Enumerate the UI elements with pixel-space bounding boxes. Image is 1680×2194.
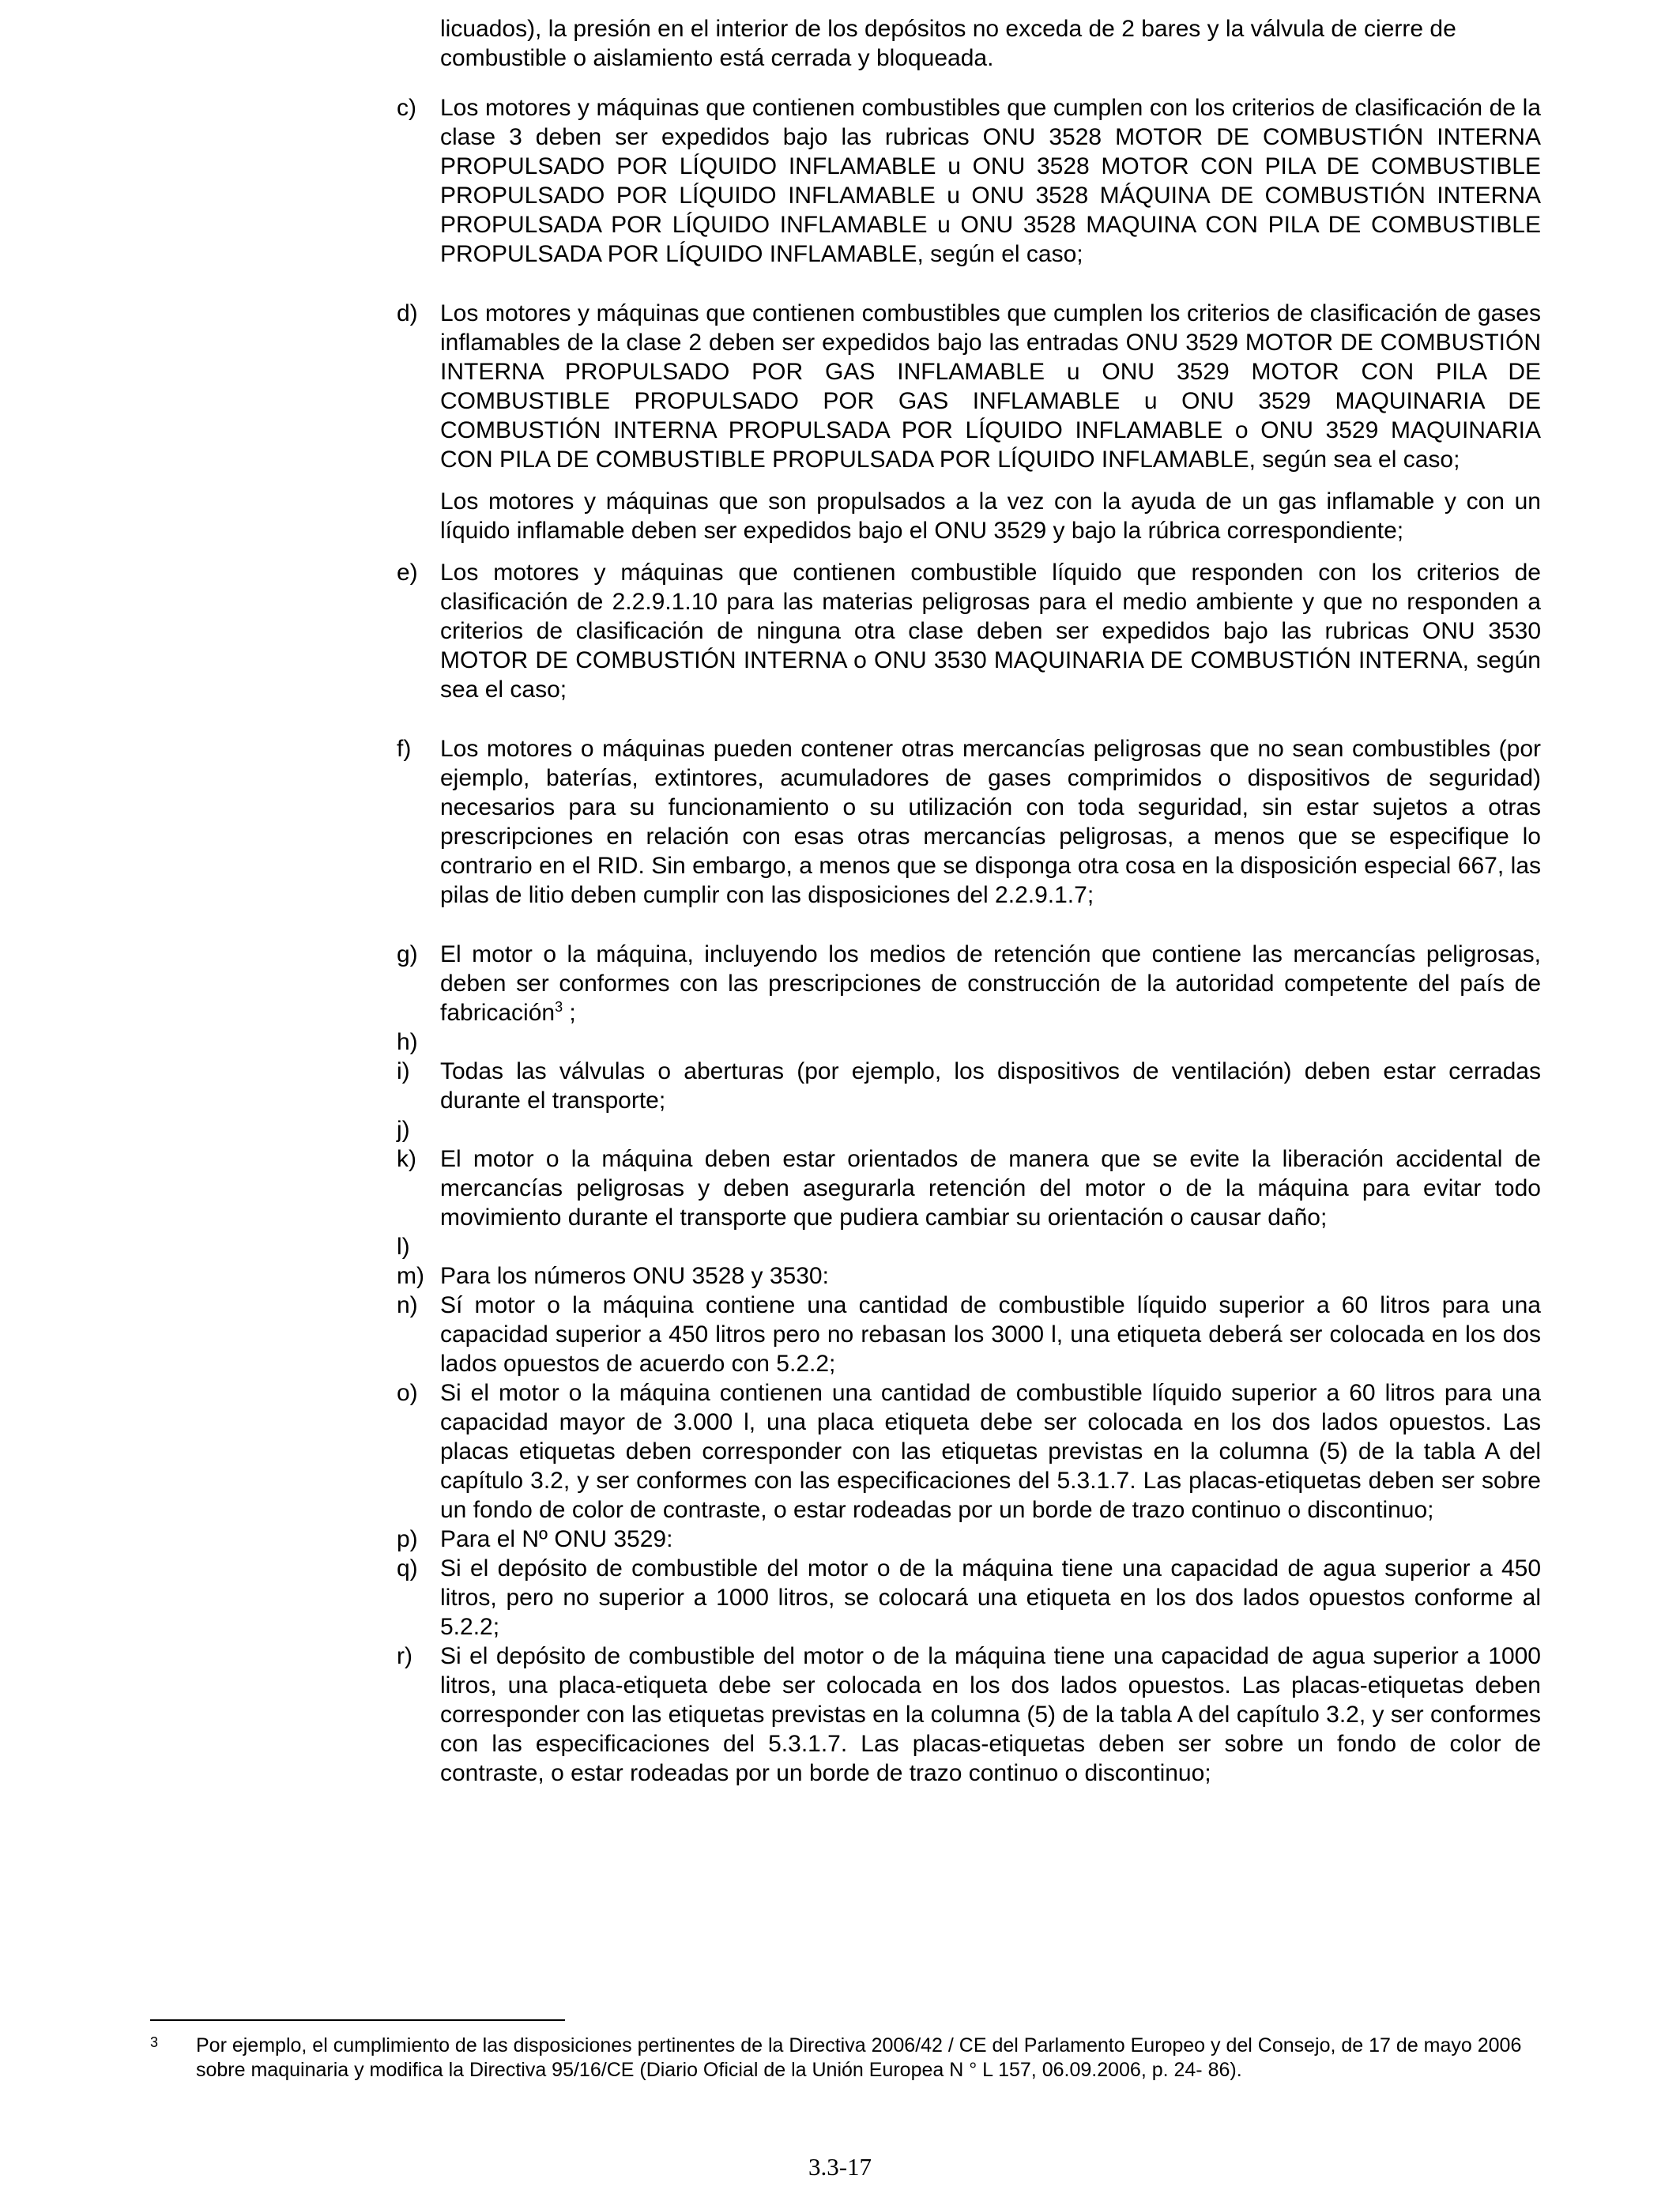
item-label: h) <box>397 1029 418 1055</box>
item-label: l) <box>397 1234 410 1260</box>
item-label: e) <box>397 560 418 586</box>
footnote-mark: 3 <box>150 2034 159 2050</box>
item-label: j) <box>397 1117 410 1143</box>
item-text-tail: ; <box>563 1000 576 1026</box>
list-item-n <box>397 1291 1541 1378</box>
item-text: Si el depósito de combustible del motor o de la máquina tiene una capacidad de agua superior a 1000 litros, una placa-etiqueta debe ser colocada en los dos lados opuestos. Las placas-etiquetas deben corresponder con las etiquetas previstas en la columna (5) de la tabla A del capítulo 3.2, y ser conformes con las especificaciones del 5.3.1.7. Las placas-etiquetas deben ser sobre un fondo de color de contraste, o estar rodeadas por un borde de trazo continuo o discontinuo; <box>440 1643 1541 1786</box>
item-text: Los motores y máquinas que contienen combustibles que cumplen con los criterios de clasificación de la clase 3 deben ser expedidos bajo las rubricas ONU 3528 MOTOR DE COMBUSTIÓN INTERNA PROPULSADO POR LÍQUIDO INFLAMABLE u ONU 3528 MOTOR CON PILA DE COMBUSTIBLE PROPULSADO POR LÍQUIDO INFLAMABLE u ONU 3528 MÁQUINA DE COMBUSTIÓN INTERNA PROPULSADA POR LÍQUIDO INFLAMABLE u ONU 3528 MAQUINA CON PILA DE COMBUSTIBLE PROPULSADA POR LÍQUIDO INFLAMABLE, según el caso; <box>440 95 1541 267</box>
item-text: Los motores y máquinas que contienen combustibles que cumplen los criterios de clasificación de gases inflamables de la clase 2 deben ser expedidos bajo las entradas ONU 3529 MOTOR DE COMBUSTIÓN INTERNA PROPULSADO POR GAS INFLAMABLE u ONU 3529 MOTOR CON PILA DE COMBUSTIBLE PROPULSADO POR GAS INFLAMABLE u ONU 3529 MAQUINARIA DE COMBUSTIÓN INTERNA PROPULSADA POR LÍQUIDO INFLAMABLE o ONU 3529 MAQUINARIA CON PILA DE COMBUSTIBLE PROPULSADA POR LÍQUIDO INFLAMABLE, según sea el caso; <box>440 300 1541 473</box>
list-item-p <box>397 1525 1541 1554</box>
item-label: q) <box>397 1555 418 1581</box>
page-number: 3.3-17 <box>808 2153 872 2181</box>
list-item-d <box>397 299 1541 474</box>
list-item-m <box>397 1261 1541 1291</box>
item-label: d) <box>397 300 418 326</box>
item-text: Los motores y máquinas que contienen combustible líquido que responden con los criterios de clasificación de 2.2.9.1.10 para las materias peligrosas para el medio ambiente y que no responden a criterios de clasificación de ninguna otra clase deben ser expedidos bajo las rubricas ONU 3530 MOTOR DE COMBUSTIÓN INTERNA o ONU 3530 MAQUINARIA DE COMBUSTIÓN INTERNA, según sea el caso; <box>440 560 1541 703</box>
item-label: c) <box>397 95 416 121</box>
list-item-e <box>397 558 1541 704</box>
item-text: Sí motor o la máquina contiene una cantidad de combustible líquido superior a 60 litros para una capacidad superior a 450 litros pero no rebasan los 3000 l, una etiqueta deberá ser colocada en los dos lados opuestos de acuerdo con 5.2.2; <box>440 1292 1541 1377</box>
item-text: Para el Nº ONU 3529: <box>440 1526 673 1552</box>
item-text-body: El motor o la máquina, incluyendo los medios de retención que contiene las mercancías peligrosas, deben ser conformes con las prescripciones de construcción de la autoridad competente del país de fabricación <box>440 941 1541 1026</box>
item-label: i) <box>397 1058 410 1084</box>
list-item-h <box>397 1027 1541 1057</box>
item-label: o) <box>397 1380 418 1406</box>
item-text: Todas las válvulas o aberturas (por ejemplo, los dispositivos de ventilación) deben estar cerradas durante el transporte; <box>440 1058 1541 1114</box>
list-item-l <box>397 1232 1541 1261</box>
item-label: g) <box>397 941 418 967</box>
item-label: n) <box>397 1292 418 1318</box>
item-text: Si el depósito de combustible del motor o de la máquina tiene una capacidad de agua superior a 450 litros, pero no superior a 1000 litros, se colocará una etiqueta en los dos lados opuestos conforme al 5.2.2; <box>440 1555 1541 1640</box>
list-item-j <box>397 1115 1541 1144</box>
footnote-text: Por ejemplo, el cumplimiento de las disposiciones pertinentes de la Directiva 2006/42 / CE del Parlamento Europeo y del Consejo, de 17 de mayo 2006 sobre maquinaria y modifica la Directiva 95/16/CE (Diario Oficial de la Unión Europea N ° L 157, 06.09.2006, p. 24- 86). <box>196 2034 1522 2081</box>
list-item-f <box>397 734 1541 910</box>
item-text: Los motores o máquinas pueden contener otras mercancías peligrosas que no sean combustibles (por ejemplo, baterías, extintores, acumuladores de gases comprimidos o dispositivos de seguridad) necesarios para su funcionamiento o su utilización con toda seguridad, sin estar sujetos a otras prescripciones en relación con esas otras mercancías peligrosas, a menos que se especifique lo contrario en el RID. Sin embargo, a menos que se disponga otra cosa en la disposición especial 667, las pilas de litio deben cumplir con las disposiciones del 2.2.9.1.7; <box>440 736 1541 908</box>
list-item-q <box>397 1554 1541 1642</box>
footnote <box>150 2034 1541 2083</box>
item-label: f) <box>397 736 412 762</box>
list-item-g <box>397 940 1541 1027</box>
item-label: k) <box>397 1146 416 1172</box>
continuation-paragraph: licuados), la presión en el interior de los depósitos no exceda de 2 bares y la válvula de cierre de combustible o aislamiento está cerrada y bloqueada. <box>440 16 1456 71</box>
list-item-d-extra-paragraph: Los motores y máquinas que son propulsados a la vez con la ayuda de un gas inflamable y con un líquido inflamable deben ser expedidos bajo el ONU 3529 y bajo la rúbrica correspondiente; <box>440 488 1541 544</box>
item-text: El motor o la máquina deben estar orientados de manera que se evite la liberación accidental de mercancías peligrosas y deben asegurarla retención del motor o de la máquina para evitar todo movimiento durante el transporte que pudiera cambiar su orientación o causar daño; <box>440 1146 1541 1231</box>
list-item-o <box>397 1378 1541 1525</box>
item-text: Para los números ONU 3528 y 3530: <box>440 1263 829 1289</box>
list-item-k <box>397 1144 1541 1232</box>
item-text <box>440 940 1541 1027</box>
item-label: p) <box>397 1526 418 1552</box>
list-item-c <box>397 93 1541 269</box>
list-item-i <box>397 1057 1541 1115</box>
footnote-reference: 3 <box>555 999 563 1015</box>
main-text <box>397 14 1541 1788</box>
footnote-separator <box>150 2019 565 2021</box>
item-label: r) <box>397 1643 412 1669</box>
item-text: Si el motor o la máquina contienen una cantidad de combustible líquido superior a 60 litros para una capacidad mayor de 3.000 l, una placa etiqueta debe ser colocada en los dos lados opuestos. Las placas etiquetas deben corresponder con las etiquetas previstas en la columna (5) de la tabla A del capítulo 3.2, y ser conformes con las especificaciones del 5.3.1.7. Las placas-etiquetas deben ser sobre un fondo de color de contraste, o estar rodeadas por un borde de trazo continuo o discontinuo; <box>440 1380 1541 1523</box>
item-label: m) <box>397 1263 424 1289</box>
list-item-r <box>397 1642 1541 1788</box>
